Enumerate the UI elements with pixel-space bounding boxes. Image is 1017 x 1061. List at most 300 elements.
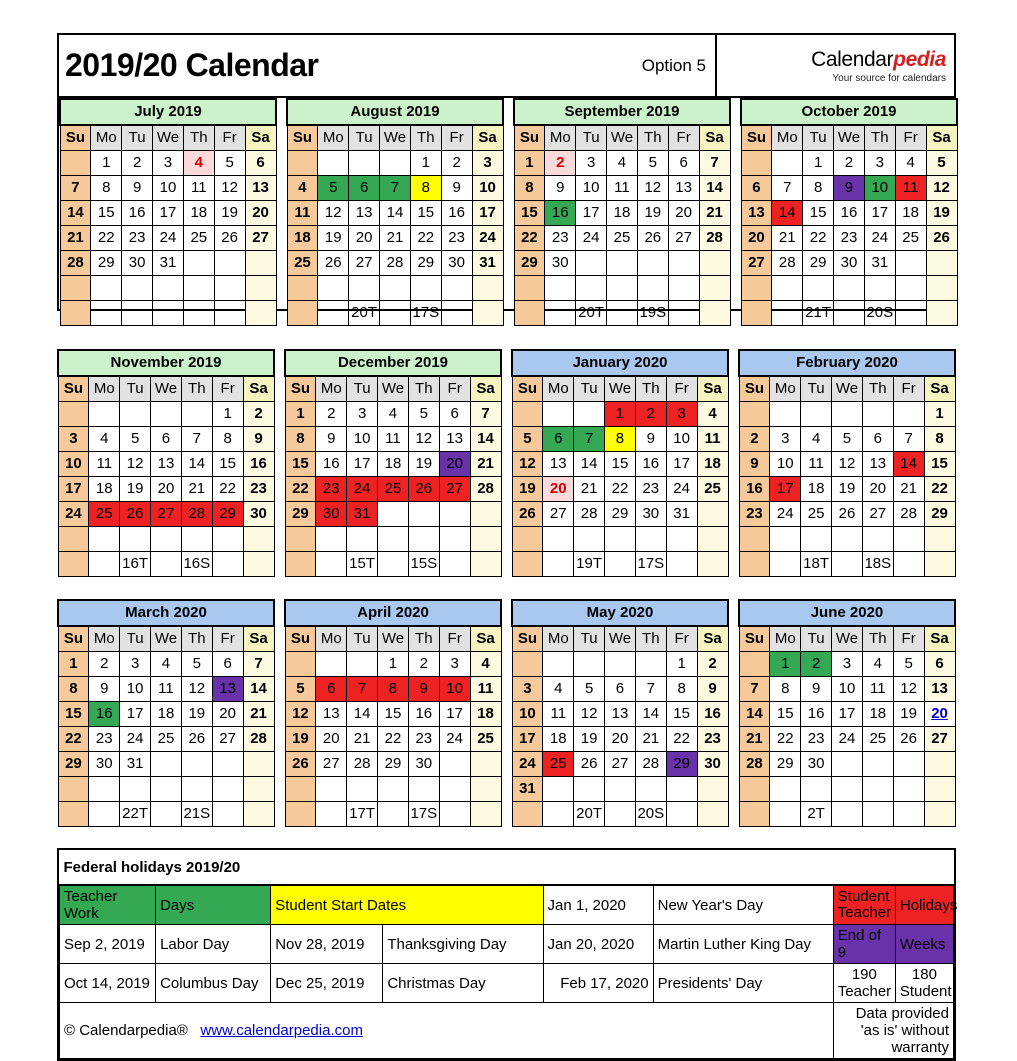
day-cell[interactable]: 4	[607, 151, 638, 176]
day-cell[interactable]: 8	[91, 176, 122, 201]
day-cell[interactable]: 19	[893, 702, 924, 727]
day-cell[interactable]: 1	[605, 402, 636, 427]
day-cell[interactable]: 28	[470, 477, 501, 502]
day-cell[interactable]: 5	[893, 652, 924, 677]
day-cell[interactable]: 12	[926, 176, 957, 201]
day-cell[interactable]: 31	[864, 251, 895, 276]
day-cell[interactable]: 29	[605, 502, 636, 527]
day-cell[interactable]: 10	[770, 452, 801, 477]
day-cell[interactable]: 8	[514, 176, 545, 201]
day-cell[interactable]: 16	[122, 201, 153, 226]
day-cell[interactable]: 28	[739, 752, 770, 777]
day-cell[interactable]: 27	[741, 251, 772, 276]
day-cell[interactable]: 8	[605, 427, 636, 452]
day-cell[interactable]: 14	[893, 452, 924, 477]
day-cell[interactable]: 5	[285, 677, 316, 702]
day-cell[interactable]: 2	[834, 151, 865, 176]
day-cell[interactable]: 28	[772, 251, 803, 276]
day-cell[interactable]: 31	[472, 251, 503, 276]
day-cell[interactable]: 9	[801, 677, 832, 702]
day-cell[interactable]: 11	[183, 176, 214, 201]
day-cell[interactable]: 3	[120, 652, 151, 677]
day-cell[interactable]: 3	[512, 677, 543, 702]
day-cell[interactable]: 19	[181, 702, 212, 727]
day-cell[interactable]: 4	[895, 151, 926, 176]
day-cell[interactable]: 24	[576, 226, 607, 251]
day-cell[interactable]: 13	[668, 176, 699, 201]
day-cell[interactable]: 30	[801, 752, 832, 777]
day-cell[interactable]: 28	[574, 502, 605, 527]
day-cell[interactable]: 22	[285, 477, 316, 502]
day-cell[interactable]: 15	[514, 201, 545, 226]
day-cell[interactable]: 6	[862, 427, 893, 452]
day-cell[interactable]: 1	[91, 151, 122, 176]
day-cell[interactable]: 8	[666, 677, 697, 702]
day-cell[interactable]: 21	[635, 727, 666, 752]
day-cell[interactable]: 22	[91, 226, 122, 251]
day-cell[interactable]: 24	[120, 727, 151, 752]
day-cell[interactable]: 25	[543, 752, 574, 777]
day-cell[interactable]: 24	[153, 226, 184, 251]
day-cell[interactable]: 30	[243, 502, 274, 527]
day-cell[interactable]: 9	[739, 452, 770, 477]
day-cell[interactable]: 22	[378, 727, 409, 752]
day-cell[interactable]: 3	[347, 402, 378, 427]
day-cell[interactable]: 18	[862, 702, 893, 727]
day-cell[interactable]: 6	[316, 677, 347, 702]
day-cell[interactable]: 26	[832, 502, 863, 527]
day-cell[interactable]: 7	[772, 176, 803, 201]
day-cell[interactable]: 26	[893, 727, 924, 752]
day-cell[interactable]: 22	[803, 226, 834, 251]
day-cell[interactable]: 19	[120, 477, 151, 502]
day-cell[interactable]: 10	[153, 176, 184, 201]
day-cell[interactable]: 4	[151, 652, 182, 677]
day-cell[interactable]: 4	[470, 652, 501, 677]
day-cell[interactable]: 14	[347, 702, 378, 727]
day-cell[interactable]: 29	[285, 502, 316, 527]
day-cell[interactable]: 17	[770, 477, 801, 502]
day-cell[interactable]: 20	[605, 727, 636, 752]
day-cell[interactable]: 27	[924, 727, 955, 752]
day-cell[interactable]: 16	[408, 702, 439, 727]
day-cell[interactable]: 4	[543, 677, 574, 702]
day-cell[interactable]: 27	[212, 727, 243, 752]
day-cell[interactable]: 14	[574, 452, 605, 477]
day-cell[interactable]: 28	[380, 251, 411, 276]
day-cell[interactable]: 26	[408, 477, 439, 502]
day-cell[interactable]: 25	[89, 502, 120, 527]
day-cell[interactable]: 4	[378, 402, 409, 427]
day-cell[interactable]: 8	[803, 176, 834, 201]
day-cell[interactable]: 11	[697, 427, 728, 452]
day-cell[interactable]: 10	[832, 677, 863, 702]
day-cell[interactable]: 21	[347, 727, 378, 752]
day-cell[interactable]: 5	[214, 151, 245, 176]
day-cell[interactable]: 17	[58, 477, 89, 502]
day-cell[interactable]: 30	[697, 752, 728, 777]
day-cell[interactable]: 3	[770, 427, 801, 452]
day-cell[interactable]: 27	[316, 752, 347, 777]
day-cell[interactable]: 20	[924, 702, 955, 727]
day-cell[interactable]: 27	[245, 226, 276, 251]
day-cell[interactable]: 6	[924, 652, 955, 677]
day-cell[interactable]: 19	[832, 477, 863, 502]
day-cell[interactable]: 31	[666, 502, 697, 527]
day-cell[interactable]: 23	[408, 727, 439, 752]
day-cell[interactable]: 11	[543, 702, 574, 727]
day-cell[interactable]: 17	[864, 201, 895, 226]
day-cell[interactable]: 15	[58, 702, 89, 727]
day-cell[interactable]: 6	[543, 427, 574, 452]
day-cell[interactable]: 24	[58, 502, 89, 527]
day-cell[interactable]: 9	[316, 427, 347, 452]
day-cell[interactable]: 11	[862, 677, 893, 702]
day-cell[interactable]: 7	[60, 176, 91, 201]
day-cell[interactable]: 20	[668, 201, 699, 226]
day-cell[interactable]: 21	[380, 226, 411, 251]
day-cell[interactable]: 15	[924, 452, 955, 477]
day-cell[interactable]: 10	[472, 176, 503, 201]
day-cell[interactable]: 28	[181, 502, 212, 527]
day-cell[interactable]: 1	[58, 652, 89, 677]
day-cell[interactable]: 9	[834, 176, 865, 201]
day-cell[interactable]: 16	[243, 452, 274, 477]
day-cell[interactable]: 14	[60, 201, 91, 226]
day-cell[interactable]: 11	[470, 677, 501, 702]
day-cell[interactable]: 26	[214, 226, 245, 251]
day-cell[interactable]: 20	[245, 201, 276, 226]
day-cell[interactable]: 28	[635, 752, 666, 777]
day-cell[interactable]: 26	[637, 226, 668, 251]
day-cell[interactable]: 1	[285, 402, 316, 427]
day-cell[interactable]: 24	[472, 226, 503, 251]
day-cell[interactable]: 1	[666, 652, 697, 677]
day-cell[interactable]: 29	[91, 251, 122, 276]
day-cell[interactable]: 13	[245, 176, 276, 201]
day-cell[interactable]: 9	[89, 677, 120, 702]
day-cell[interactable]: 26	[285, 752, 316, 777]
day-cell[interactable]: 7	[893, 427, 924, 452]
day-cell[interactable]: 18	[607, 201, 638, 226]
day-cell[interactable]: 23	[441, 226, 472, 251]
day-cell[interactable]: 30	[122, 251, 153, 276]
day-cell[interactable]: 3	[576, 151, 607, 176]
day-cell[interactable]: 20	[862, 477, 893, 502]
day-cell[interactable]: 7	[739, 677, 770, 702]
day-cell[interactable]: 13	[316, 702, 347, 727]
day-cell[interactable]: 18	[183, 201, 214, 226]
day-cell[interactable]: 10	[347, 427, 378, 452]
day-cell[interactable]: 4	[801, 427, 832, 452]
day-cell[interactable]: 12	[285, 702, 316, 727]
day-cell[interactable]: 14	[635, 702, 666, 727]
day-cell[interactable]: 13	[543, 452, 574, 477]
day-cell[interactable]: 6	[151, 427, 182, 452]
day-cell[interactable]: 29	[924, 502, 955, 527]
day-cell[interactable]: 30	[635, 502, 666, 527]
day-cell[interactable]: 3	[666, 402, 697, 427]
day-cell[interactable]: 25	[607, 226, 638, 251]
day-cell[interactable]: 9	[545, 176, 576, 201]
day-cell[interactable]: 8	[285, 427, 316, 452]
day-cell[interactable]: 16	[545, 201, 576, 226]
day-cell[interactable]: 30	[441, 251, 472, 276]
day-cell[interactable]: 27	[605, 752, 636, 777]
day-cell[interactable]: 10	[439, 677, 470, 702]
day-cell[interactable]: 4	[697, 402, 728, 427]
day-cell[interactable]: 12	[832, 452, 863, 477]
day-cell[interactable]: 23	[801, 727, 832, 752]
day-cell[interactable]: 22	[514, 226, 545, 251]
day-cell[interactable]: 17	[832, 702, 863, 727]
day-cell[interactable]: 21	[470, 452, 501, 477]
day-cell[interactable]: 17	[666, 452, 697, 477]
day-cell[interactable]: 5	[408, 402, 439, 427]
day-cell[interactable]: 20	[439, 452, 470, 477]
day-cell[interactable]: 5	[512, 427, 543, 452]
day-cell[interactable]: 17	[347, 452, 378, 477]
day-cell[interactable]: 2	[316, 402, 347, 427]
day-cell[interactable]: 13	[212, 677, 243, 702]
day-cell[interactable]: 16	[635, 452, 666, 477]
day-cell[interactable]: 1	[770, 652, 801, 677]
day-cell[interactable]: 1	[378, 652, 409, 677]
day-cell[interactable]: 15	[770, 702, 801, 727]
day-cell[interactable]: 26	[926, 226, 957, 251]
day-cell[interactable]: 24	[347, 477, 378, 502]
day-cell[interactable]: 1	[924, 402, 955, 427]
day-cell[interactable]: 24	[512, 752, 543, 777]
day-cell[interactable]: 27	[862, 502, 893, 527]
day-cell[interactable]: 4	[862, 652, 893, 677]
day-cell[interactable]: 13	[605, 702, 636, 727]
day-cell[interactable]: 17	[120, 702, 151, 727]
day-cell[interactable]: 13	[439, 427, 470, 452]
day-cell[interactable]: 3	[439, 652, 470, 677]
day-cell[interactable]: 6	[605, 677, 636, 702]
day-cell[interactable]: 20	[741, 226, 772, 251]
day-cell[interactable]: 25	[287, 251, 318, 276]
day-cell[interactable]: 29	[378, 752, 409, 777]
day-cell[interactable]: 8	[378, 677, 409, 702]
day-cell[interactable]: 24	[864, 226, 895, 251]
day-cell[interactable]: 11	[378, 427, 409, 452]
day-cell[interactable]: 22	[666, 727, 697, 752]
day-cell[interactable]: 12	[574, 702, 605, 727]
day-cell[interactable]: 26	[574, 752, 605, 777]
day-cell[interactable]: 7	[347, 677, 378, 702]
day-cell[interactable]: 2	[243, 402, 274, 427]
day-cell[interactable]: 6	[245, 151, 276, 176]
day-cell[interactable]: 5	[637, 151, 668, 176]
day-cell[interactable]: 13	[924, 677, 955, 702]
day-cell[interactable]: 9	[243, 427, 274, 452]
day-cell[interactable]: 13	[741, 201, 772, 226]
day-cell[interactable]: 20	[349, 226, 380, 251]
day-cell[interactable]: 2	[545, 151, 576, 176]
day-cell[interactable]: 15	[803, 201, 834, 226]
day-cell[interactable]: 6	[668, 151, 699, 176]
day-cell[interactable]: 17	[439, 702, 470, 727]
day-cell[interactable]: 8	[58, 677, 89, 702]
day-cell[interactable]: 25	[378, 477, 409, 502]
day-cell[interactable]: 29	[58, 752, 89, 777]
day-cell[interactable]: 16	[89, 702, 120, 727]
day-cell[interactable]: 24	[770, 502, 801, 527]
day-cell[interactable]: 19	[408, 452, 439, 477]
day-cell[interactable]: 2	[801, 652, 832, 677]
day-cell[interactable]: 27	[668, 226, 699, 251]
day-cell[interactable]: 27	[151, 502, 182, 527]
day-cell[interactable]: 23	[316, 477, 347, 502]
day-cell[interactable]: 2	[408, 652, 439, 677]
day-cell[interactable]: 2	[697, 652, 728, 677]
day-cell[interactable]: 13	[151, 452, 182, 477]
day-cell[interactable]: 25	[151, 727, 182, 752]
day-cell[interactable]: 14	[181, 452, 212, 477]
day-cell[interactable]: 15	[285, 452, 316, 477]
day-cell[interactable]: 30	[89, 752, 120, 777]
day-cell[interactable]: 9	[697, 677, 728, 702]
day-cell[interactable]: 25	[697, 477, 728, 502]
day-cell[interactable]: 23	[243, 477, 274, 502]
day-cell[interactable]: 2	[89, 652, 120, 677]
day-cell[interactable]: 12	[214, 176, 245, 201]
day-cell[interactable]: 18	[89, 477, 120, 502]
day-cell[interactable]: 16	[697, 702, 728, 727]
day-cell[interactable]: 1	[410, 151, 441, 176]
day-cell[interactable]: 18	[895, 201, 926, 226]
day-cell[interactable]: 5	[318, 176, 349, 201]
day-cell[interactable]: 19	[285, 727, 316, 752]
day-cell[interactable]: 7	[380, 176, 411, 201]
day-cell[interactable]: 28	[60, 251, 91, 276]
day-cell[interactable]: 12	[120, 452, 151, 477]
day-cell[interactable]: 12	[181, 677, 212, 702]
day-cell[interactable]: 16	[316, 452, 347, 477]
day-cell[interactable]: 10	[576, 176, 607, 201]
day-cell[interactable]: 4	[183, 151, 214, 176]
day-cell[interactable]: 11	[801, 452, 832, 477]
day-cell[interactable]: 31	[153, 251, 184, 276]
day-cell[interactable]: 3	[864, 151, 895, 176]
day-cell[interactable]: 23	[89, 727, 120, 752]
day-cell[interactable]: 11	[287, 201, 318, 226]
day-cell[interactable]: 14	[739, 702, 770, 727]
day-cell[interactable]: 14	[243, 677, 274, 702]
day-cell[interactable]: 5	[181, 652, 212, 677]
day-cell[interactable]: 26	[318, 251, 349, 276]
day-cell[interactable]: 10	[666, 427, 697, 452]
day-cell[interactable]: 23	[739, 502, 770, 527]
day-cell[interactable]: 10	[512, 702, 543, 727]
day-cell[interactable]: 2	[739, 427, 770, 452]
day-cell[interactable]: 20	[151, 477, 182, 502]
day-cell[interactable]: 18	[470, 702, 501, 727]
day-cell[interactable]: 23	[635, 477, 666, 502]
day-cell[interactable]: 2	[441, 151, 472, 176]
day-cell[interactable]: 19	[637, 201, 668, 226]
day-cell[interactable]: 15	[378, 702, 409, 727]
day-cell[interactable]: 13	[862, 452, 893, 477]
day-cell[interactable]: 31	[512, 777, 543, 802]
day-cell[interactable]: 2	[122, 151, 153, 176]
day-cell[interactable]: 6	[212, 652, 243, 677]
day-cell[interactable]: 19	[926, 201, 957, 226]
day-cell[interactable]: 25	[183, 226, 214, 251]
day-cell[interactable]: 29	[514, 251, 545, 276]
day-cell[interactable]: 12	[893, 677, 924, 702]
day-cell[interactable]: 21	[60, 226, 91, 251]
day-cell[interactable]: 15	[212, 452, 243, 477]
day-cell[interactable]: 5	[832, 427, 863, 452]
day-cell[interactable]: 19	[512, 477, 543, 502]
day-cell[interactable]: 25	[862, 727, 893, 752]
day-cell[interactable]: 28	[347, 752, 378, 777]
day-cell[interactable]: 12	[512, 452, 543, 477]
day-cell[interactable]: 21	[739, 727, 770, 752]
day-cell[interactable]: 27	[439, 477, 470, 502]
day-cell[interactable]: 29	[212, 502, 243, 527]
day-cell[interactable]: 21	[574, 477, 605, 502]
day-cell[interactable]: 18	[801, 477, 832, 502]
day-cell[interactable]: 9	[408, 677, 439, 702]
day-cell[interactable]: 18	[697, 452, 728, 477]
day-cell[interactable]: 11	[607, 176, 638, 201]
day-cell[interactable]: 10	[120, 677, 151, 702]
day-cell[interactable]: 25	[895, 226, 926, 251]
day-cell[interactable]: 3	[832, 652, 863, 677]
day-cell[interactable]: 22	[605, 477, 636, 502]
day-cell[interactable]: 29	[803, 251, 834, 276]
day-cell[interactable]: 30	[408, 752, 439, 777]
day-cell[interactable]: 8	[924, 427, 955, 452]
day-cell[interactable]: 25	[801, 502, 832, 527]
day-cell[interactable]: 22	[58, 727, 89, 752]
day-cell[interactable]: 10	[864, 176, 895, 201]
day-cell[interactable]: 15	[91, 201, 122, 226]
day-cell[interactable]: 25	[470, 727, 501, 752]
day-cell[interactable]: 21	[893, 477, 924, 502]
day-cell[interactable]: 11	[89, 452, 120, 477]
day-cell[interactable]: 5	[926, 151, 957, 176]
day-cell[interactable]: 28	[893, 502, 924, 527]
day-cell[interactable]: 28	[699, 226, 730, 251]
day-cell[interactable]: 7	[574, 427, 605, 452]
day-cell[interactable]: 12	[637, 176, 668, 201]
day-cell[interactable]: 27	[543, 502, 574, 527]
day-cell[interactable]: 7	[470, 402, 501, 427]
day-cell[interactable]: 22	[410, 226, 441, 251]
day-cell[interactable]: 8	[410, 176, 441, 201]
day-cell[interactable]: 16	[801, 702, 832, 727]
day-cell[interactable]: 6	[349, 176, 380, 201]
day-cell[interactable]: 30	[834, 251, 865, 276]
day-cell[interactable]: 10	[58, 452, 89, 477]
day-cell[interactable]: 19	[574, 727, 605, 752]
day-cell[interactable]: 9	[122, 176, 153, 201]
day-cell[interactable]: 7	[635, 677, 666, 702]
day-cell[interactable]: 18	[287, 226, 318, 251]
day-cell[interactable]: 3	[58, 427, 89, 452]
day-cell[interactable]: 1	[514, 151, 545, 176]
day-cell[interactable]: 16	[739, 477, 770, 502]
day-cell[interactable]: 3	[472, 151, 503, 176]
day-cell[interactable]: 8	[770, 677, 801, 702]
day-cell[interactable]: 7	[243, 652, 274, 677]
day-cell[interactable]: 22	[212, 477, 243, 502]
